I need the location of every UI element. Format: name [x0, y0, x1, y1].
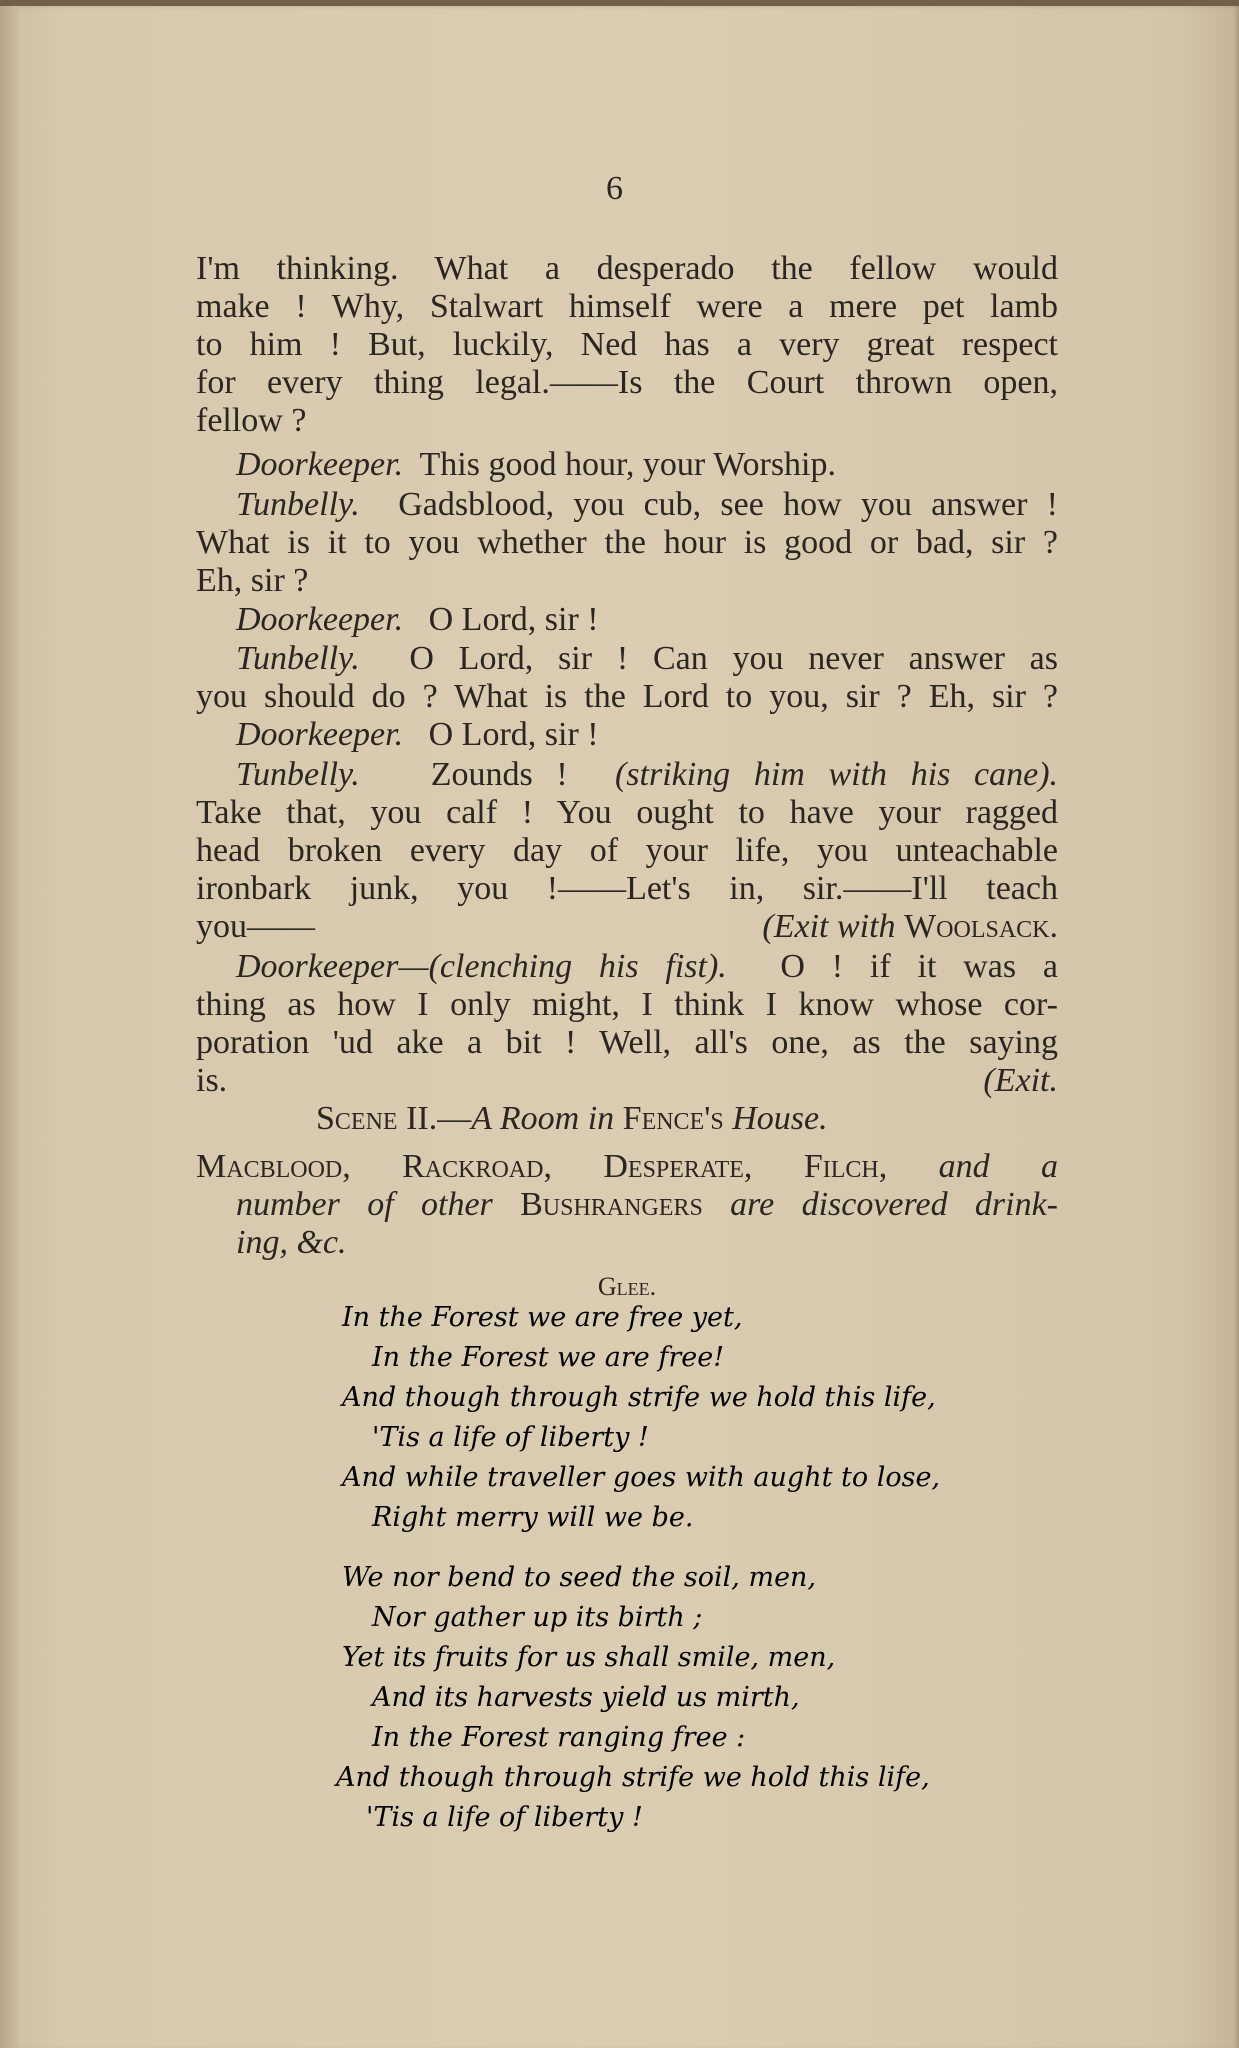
- speech-text: This good hour, your Worship.: [419, 446, 836, 483]
- speaker-with-direction: Doorkeeper—(clenching his fist).: [236, 948, 727, 985]
- speech-text: O Lord, sir !: [428, 601, 599, 638]
- text-line: for every thing legal.——Is the Court thrown open,: [196, 364, 1058, 401]
- text-line: I'm thinking. What a desperado the fellow would: [196, 250, 1058, 287]
- cast-names: Macblood, Rackroad, Desperate, Filch,: [196, 1148, 888, 1185]
- scene-heading: [316, 1100, 1178, 1138]
- speaker-name: Tunbelly.: [236, 486, 360, 523]
- speech-text: is.: [196, 1062, 228, 1099]
- speech-text: Zounds !: [430, 756, 568, 793]
- verse-line: In the Forest we are free!: [372, 1342, 725, 1373]
- speech-text: O Lord, sir ! Can you never answer as: [409, 640, 1059, 677]
- cast-line: [196, 1186, 1058, 1224]
- speech-text: O Lord, sir !: [428, 716, 599, 753]
- scene-location: A Room in: [471, 1100, 615, 1137]
- verse-line: Yet its fruits for us shall smile, men,: [342, 1642, 836, 1673]
- text-line: fellow ?: [196, 402, 307, 439]
- scene-owner: Fence's: [622, 1100, 724, 1137]
- verse-line: And though through strife we hold this life,: [336, 1762, 930, 1793]
- text-line: ironbark junk, you !——Let's in, sir.——I'll teach: [196, 870, 1058, 907]
- verse-line: In the Forest we are free yet,: [342, 1302, 743, 1333]
- speech-line: [196, 601, 1058, 639]
- exit-direction: (Exit.: [983, 1062, 1058, 1099]
- verse-line: Nor gather up its birth ;: [372, 1602, 703, 1633]
- text-line: Take that, you calf ! You ought to have your ragged: [196, 794, 1058, 831]
- verse-line: In the Forest ranging free :: [372, 1722, 746, 1753]
- verse-line: We nor bend to seed the soil, men,: [342, 1562, 817, 1593]
- text-line: Eh, sir ?: [196, 562, 309, 599]
- verse-line: And its harvests yield us mirth,: [372, 1682, 800, 1713]
- exit-text: (Exit with: [762, 908, 896, 945]
- page-binding-edge: [0, 0, 18, 2048]
- page-number: 6: [606, 170, 623, 207]
- text-line: make ! Why, Stalwart himself were a mere pet lamb: [196, 288, 1058, 325]
- glee-title: Glee.: [597, 1272, 657, 1301]
- speech-line: [196, 716, 1058, 754]
- speech-text: you——: [196, 908, 315, 945]
- verse-line: 'Tis a life of liberty !: [366, 1802, 643, 1833]
- speaker-name: Doorkeeper.: [236, 716, 404, 753]
- text-line: you should do ? What is the Lord to you, sir ? Eh, sir ?: [196, 678, 1058, 715]
- speech-text: Gadsblood, you cub, see how you answer !: [398, 486, 1059, 523]
- page-top-edge: [0, 0, 1239, 6]
- speaker-name: Tunbelly.: [236, 640, 360, 677]
- scene-place: House.: [732, 1100, 828, 1137]
- cast-line: [196, 1148, 1058, 1186]
- verse-line: Right merry will we be.: [372, 1502, 694, 1533]
- text-line: [196, 908, 1058, 946]
- text-line: What is it to you whether the hour is good or bad, sir ?: [196, 524, 1058, 561]
- exit-direction: [762, 908, 1058, 946]
- text-line: poration 'ud ake a bit ! Well, all's one, as the saying: [196, 1024, 1058, 1061]
- speech-line: [196, 640, 1058, 678]
- verse-line: And while traveller goes with aught to lose,: [342, 1462, 941, 1493]
- cast-line: ing, &c.: [236, 1224, 347, 1261]
- character-name: Woolsack.: [904, 908, 1058, 945]
- verse-line: 'Tis a life of liberty !: [372, 1422, 649, 1453]
- speaker-name: Doorkeeper.: [236, 446, 404, 483]
- verse-line: And though through strife we hold this life,: [342, 1382, 936, 1413]
- cast-names: Bushrangers: [520, 1186, 703, 1223]
- scene-number: Scene II.—: [316, 1100, 472, 1137]
- speech-text: O ! if it was a: [780, 948, 1058, 985]
- cast-text: number of other: [236, 1186, 493, 1223]
- speech-line: [196, 948, 1058, 986]
- speech-line: [196, 756, 1058, 794]
- speaker-name: Tunbelly.: [236, 756, 360, 793]
- text-line: thing as how I only might, I think I know whose cor-: [196, 986, 1058, 1023]
- text-line: [196, 1062, 1058, 1100]
- stage-direction: (striking him with his cane).: [614, 756, 1059, 793]
- speech-line: [196, 446, 1058, 484]
- text-line: to him ! But, luckily, Ned has a very great respect: [196, 326, 1058, 363]
- cast-text: and a: [938, 1148, 1059, 1185]
- speaker-name: Doorkeeper.: [236, 601, 404, 638]
- text-line: head broken every day of your life, you unteachable: [196, 832, 1058, 869]
- speech-line: [196, 486, 1058, 524]
- cast-text: are discovered drink-: [730, 1186, 1059, 1223]
